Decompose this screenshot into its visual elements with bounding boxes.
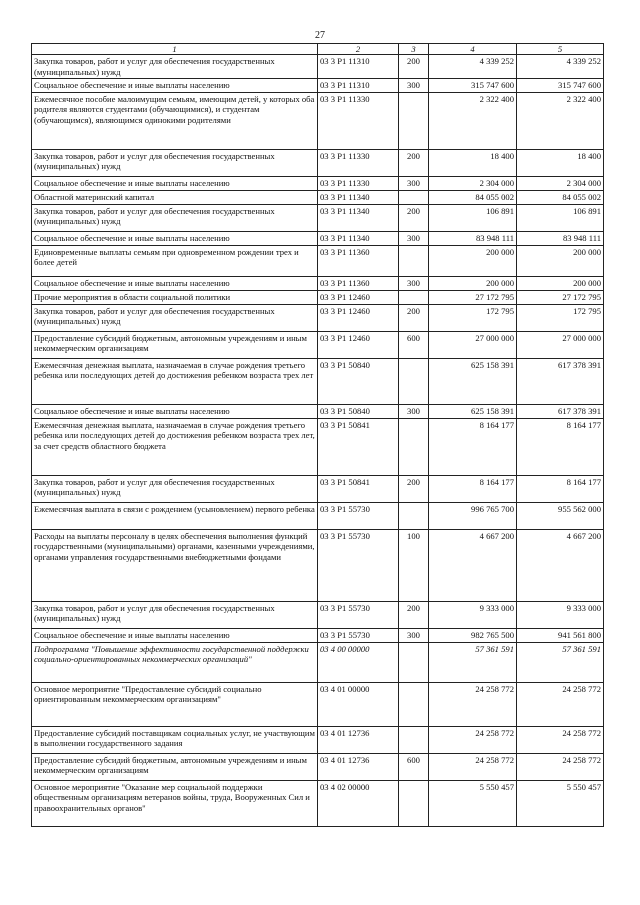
table-row (32, 276, 604, 290)
row-code-cell: 03 3 P1 50841 (318, 418, 399, 475)
row-amount-col4-cell: 625 158 391 (429, 358, 517, 404)
table-row (32, 92, 604, 149)
row-amount-col5-cell: 8 164 177 (517, 475, 604, 502)
table-row (32, 502, 604, 529)
row-name-cell: Закупка товаров, работ и услуг для обеспечения государственных (муниципальных) нужд (32, 149, 318, 176)
row-name-cell: Ежемесячная денежная выплата, назначаемая в случае рождения третьего ребенка или последующих детей до достижения ребенком возраста трех лет, за счет средств областного бюджета (32, 418, 318, 475)
table-row (32, 726, 604, 753)
row-amount-col5-cell: 18 400 (517, 149, 604, 176)
table-row (32, 79, 604, 92)
row-amount-col5-cell: 8 164 177 (517, 418, 604, 475)
row-amount-col4-cell: 8 164 177 (429, 418, 517, 475)
row-amount-col4-cell: 315 747 600 (429, 79, 517, 92)
row-amount-col5-cell: 617 378 391 (517, 404, 604, 418)
table-row (32, 780, 604, 826)
row-name-cell: Социальное обеспечение и иные выплаты населению (32, 176, 318, 190)
row-amount-col4-cell: 27 172 795 (429, 290, 517, 304)
row-code-cell: 03 3 P1 11310 (318, 79, 399, 92)
budget-table (31, 43, 604, 827)
row-name-cell: Основное мероприятие "Оказание мер социальной поддержки общественным организациям ветеранов войны, труда, Вооруженных Сил и правоохранительных органов" (32, 780, 318, 826)
table-row (32, 204, 604, 231)
row-name-cell: Социальное обеспечение и иные выплаты населению (32, 79, 318, 92)
row-code-cell: 03 3 P1 11360 (318, 276, 399, 290)
header-col-4: 4 (429, 44, 517, 55)
row-amount-col4-cell: 83 948 111 (429, 231, 517, 245)
row-name-cell: Социальное обеспечение и иные выплаты населению (32, 231, 318, 245)
row-type-cell (399, 358, 429, 404)
row-name-cell: Ежемесячная денежная выплата, назначаемая в случае рождения третьего ребенка или последующих детей до достижения ребенком возраста трех лет (32, 358, 318, 404)
table-row (32, 475, 604, 502)
table-body (32, 55, 604, 826)
row-code-cell: 03 3 P1 12460 (318, 304, 399, 331)
row-amount-col5-cell: 24 258 772 (517, 753, 604, 780)
table-row (32, 418, 604, 475)
row-amount-col4-cell: 4 667 200 (429, 529, 517, 601)
row-amount-col5-cell: 24 258 772 (517, 682, 604, 726)
row-name-cell: Закупка товаров, работ и услуг для обеспечения государственных (муниципальных) нужд (32, 304, 318, 331)
header-col-3: 3 (399, 44, 429, 55)
row-name-cell: Основное мероприятие "Предоставление субсидий социально ориентированным некоммерческим организациям" (32, 682, 318, 726)
row-type-cell: 200 (399, 601, 429, 628)
row-amount-col5-cell: 106 891 (517, 204, 604, 231)
row-amount-col4-cell: 200 000 (429, 245, 517, 276)
row-amount-col4-cell: 24 258 772 (429, 753, 517, 780)
row-amount-col4-cell: 106 891 (429, 204, 517, 231)
row-amount-col5-cell: 27 000 000 (517, 331, 604, 358)
row-code-cell: 03 3 P1 55730 (318, 601, 399, 628)
row-name-cell: Предоставление субсидий бюджетным, автономным учреждениям и иным некоммерческим организациям (32, 753, 318, 780)
row-amount-col5-cell: 2 322 400 (517, 92, 604, 149)
row-amount-col5-cell: 9 333 000 (517, 601, 604, 628)
row-code-cell: 03 3 P1 55730 (318, 628, 399, 642)
table-row (32, 290, 604, 304)
row-type-cell: 200 (399, 304, 429, 331)
row-name-cell: Ежемесячное пособие малоимущим семьям, имеющим детей, у которых оба родителя являются студентами (обучающимися), и студентам (обучающимся), являющимся одинокими родителями (32, 92, 318, 149)
row-amount-col4-cell: 24 258 772 (429, 726, 517, 753)
row-code-cell: 03 3 P1 12460 (318, 331, 399, 358)
row-amount-col4-cell: 27 000 000 (429, 331, 517, 358)
row-type-cell: 200 (399, 204, 429, 231)
row-type-cell (399, 190, 429, 204)
row-amount-col4-cell: 2 322 400 (429, 92, 517, 149)
row-type-cell: 200 (399, 55, 429, 79)
row-amount-col5-cell: 200 000 (517, 276, 604, 290)
row-type-cell: 300 (399, 231, 429, 245)
row-amount-col4-cell: 982 765 500 (429, 628, 517, 642)
row-type-cell (399, 245, 429, 276)
row-type-cell (399, 682, 429, 726)
table-header-row (32, 44, 604, 55)
row-type-cell (399, 780, 429, 826)
row-name-cell: Закупка товаров, работ и услуг для обеспечения государственных (муниципальных) нужд (32, 601, 318, 628)
row-amount-col5-cell: 200 000 (517, 245, 604, 276)
row-amount-col5-cell: 5 550 457 (517, 780, 604, 826)
table-row (32, 149, 604, 176)
row-name-cell: Закупка товаров, работ и услуг для обеспечения государственных (муниципальных) нужд (32, 55, 318, 79)
row-amount-col5-cell: 4 667 200 (517, 529, 604, 601)
row-type-cell: 200 (399, 475, 429, 502)
table-row (32, 55, 604, 79)
row-type-cell: 300 (399, 628, 429, 642)
table-row (32, 245, 604, 276)
table-row (32, 601, 604, 628)
table-row (32, 628, 604, 642)
row-amount-col4-cell: 2 304 000 (429, 176, 517, 190)
row-code-cell: 03 3 P1 12460 (318, 290, 399, 304)
row-amount-col4-cell: 172 795 (429, 304, 517, 331)
row-name-cell: Областной материнский капитал (32, 190, 318, 204)
row-code-cell: 03 3 P1 50840 (318, 358, 399, 404)
row-code-cell: 03 3 P1 11340 (318, 231, 399, 245)
row-amount-col4-cell: 625 158 391 (429, 404, 517, 418)
row-type-cell: 600 (399, 753, 429, 780)
row-amount-col5-cell: 617 378 391 (517, 358, 604, 404)
table-row (32, 304, 604, 331)
row-type-cell (399, 726, 429, 753)
row-name-cell: Социальное обеспечение и иные выплаты населению (32, 276, 318, 290)
row-code-cell: 03 4 02 00000 (318, 780, 399, 826)
row-code-cell: 03 3 P1 11340 (318, 204, 399, 231)
row-amount-col5-cell: 955 562 000 (517, 502, 604, 529)
row-code-cell: 03 3 P1 55730 (318, 502, 399, 529)
row-type-cell: 300 (399, 404, 429, 418)
row-type-cell (399, 92, 429, 149)
row-amount-col5-cell: 24 258 772 (517, 726, 604, 753)
row-name-cell: Закупка товаров, работ и услуг для обеспечения государственных (муниципальных) нужд (32, 204, 318, 231)
row-code-cell: 03 4 01 12736 (318, 753, 399, 780)
row-type-cell: 300 (399, 276, 429, 290)
row-amount-col5-cell: 172 795 (517, 304, 604, 331)
table-row (32, 753, 604, 780)
row-amount-col5-cell: 27 172 795 (517, 290, 604, 304)
row-code-cell: 03 3 P1 11330 (318, 92, 399, 149)
table-row (32, 404, 604, 418)
table-row (32, 529, 604, 601)
row-type-cell (399, 418, 429, 475)
row-code-cell: 03 3 P1 11340 (318, 190, 399, 204)
row-type-cell: 300 (399, 176, 429, 190)
row-code-cell: 03 3 P1 11330 (318, 149, 399, 176)
row-name-cell: Прочие мероприятия в области социальной политики (32, 290, 318, 304)
row-code-cell: 03 3 P1 11360 (318, 245, 399, 276)
row-amount-col5-cell: 2 304 000 (517, 176, 604, 190)
row-name-cell: Подпрограмма "Повышение эффективности государственной поддержки социально-ориентированных некоммерческих организаций" (32, 642, 318, 682)
row-name-cell: Предоставление субсидий бюджетным, автономным учреждениям и иным некоммерческим организациям (32, 331, 318, 358)
row-amount-col4-cell: 84 055 002 (429, 190, 517, 204)
table-row (32, 231, 604, 245)
header-col-2: 2 (318, 44, 399, 55)
row-type-cell: 100 (399, 529, 429, 601)
row-amount-col4-cell: 5 550 457 (429, 780, 517, 826)
row-type-cell (399, 290, 429, 304)
row-amount-col4-cell: 57 361 591 (429, 642, 517, 682)
row-code-cell: 03 3 P1 11310 (318, 55, 399, 79)
row-amount-col5-cell: 84 055 002 (517, 190, 604, 204)
row-type-cell: 600 (399, 331, 429, 358)
row-code-cell: 03 3 P1 11330 (318, 176, 399, 190)
row-name-cell: Единовременные выплаты семьям при одновременном рождении трех и более детей (32, 245, 318, 276)
row-type-cell (399, 502, 429, 529)
row-amount-col4-cell: 9 333 000 (429, 601, 517, 628)
table-row (32, 642, 604, 682)
row-code-cell: 03 3 P1 50841 (318, 475, 399, 502)
row-name-cell: Социальное обеспечение и иные выплаты населению (32, 628, 318, 642)
row-code-cell: 03 4 00 00000 (318, 642, 399, 682)
row-code-cell: 03 3 P1 55730 (318, 529, 399, 601)
table-row (32, 331, 604, 358)
row-type-cell (399, 642, 429, 682)
row-name-cell: Социальное обеспечение и иные выплаты населению (32, 404, 318, 418)
row-name-cell: Предоставление субсидий поставщикам социальных услуг, не участвующим в выполнении государственного задания (32, 726, 318, 753)
row-amount-col4-cell: 24 258 772 (429, 682, 517, 726)
row-code-cell: 03 4 01 00000 (318, 682, 399, 726)
table-row (32, 682, 604, 726)
table-row (32, 190, 604, 204)
row-type-cell: 300 (399, 79, 429, 92)
row-amount-col4-cell: 4 339 252 (429, 55, 517, 79)
header-col-1: 1 (32, 44, 318, 55)
row-amount-col5-cell: 83 948 111 (517, 231, 604, 245)
table-row (32, 176, 604, 190)
row-name-cell: Закупка товаров, работ и услуг для обеспечения государственных (муниципальных) нужд (32, 475, 318, 502)
row-amount-col5-cell: 315 747 600 (517, 79, 604, 92)
row-amount-col5-cell: 4 339 252 (517, 55, 604, 79)
row-amount-col5-cell: 57 361 591 (517, 642, 604, 682)
page-number: 27 (315, 30, 325, 41)
row-amount-col5-cell: 941 561 800 (517, 628, 604, 642)
row-name-cell: Ежемесячная выплата в связи с рождением (усыновлением) первого ребенка (32, 502, 318, 529)
row-amount-col4-cell: 18 400 (429, 149, 517, 176)
header-col-5: 5 (517, 44, 604, 55)
row-code-cell: 03 4 01 12736 (318, 726, 399, 753)
row-amount-col4-cell: 200 000 (429, 276, 517, 290)
row-name-cell: Расходы на выплаты персоналу в целях обеспечения выполнения функций государственными (муниципальными) органами, казенными учреждениями, органами управления государственными внебюджетными фондами (32, 529, 318, 601)
row-amount-col4-cell: 996 765 700 (429, 502, 517, 529)
row-code-cell: 03 3 P1 50840 (318, 404, 399, 418)
table-row (32, 358, 604, 404)
row-type-cell: 200 (399, 149, 429, 176)
row-amount-col4-cell: 8 164 177 (429, 475, 517, 502)
